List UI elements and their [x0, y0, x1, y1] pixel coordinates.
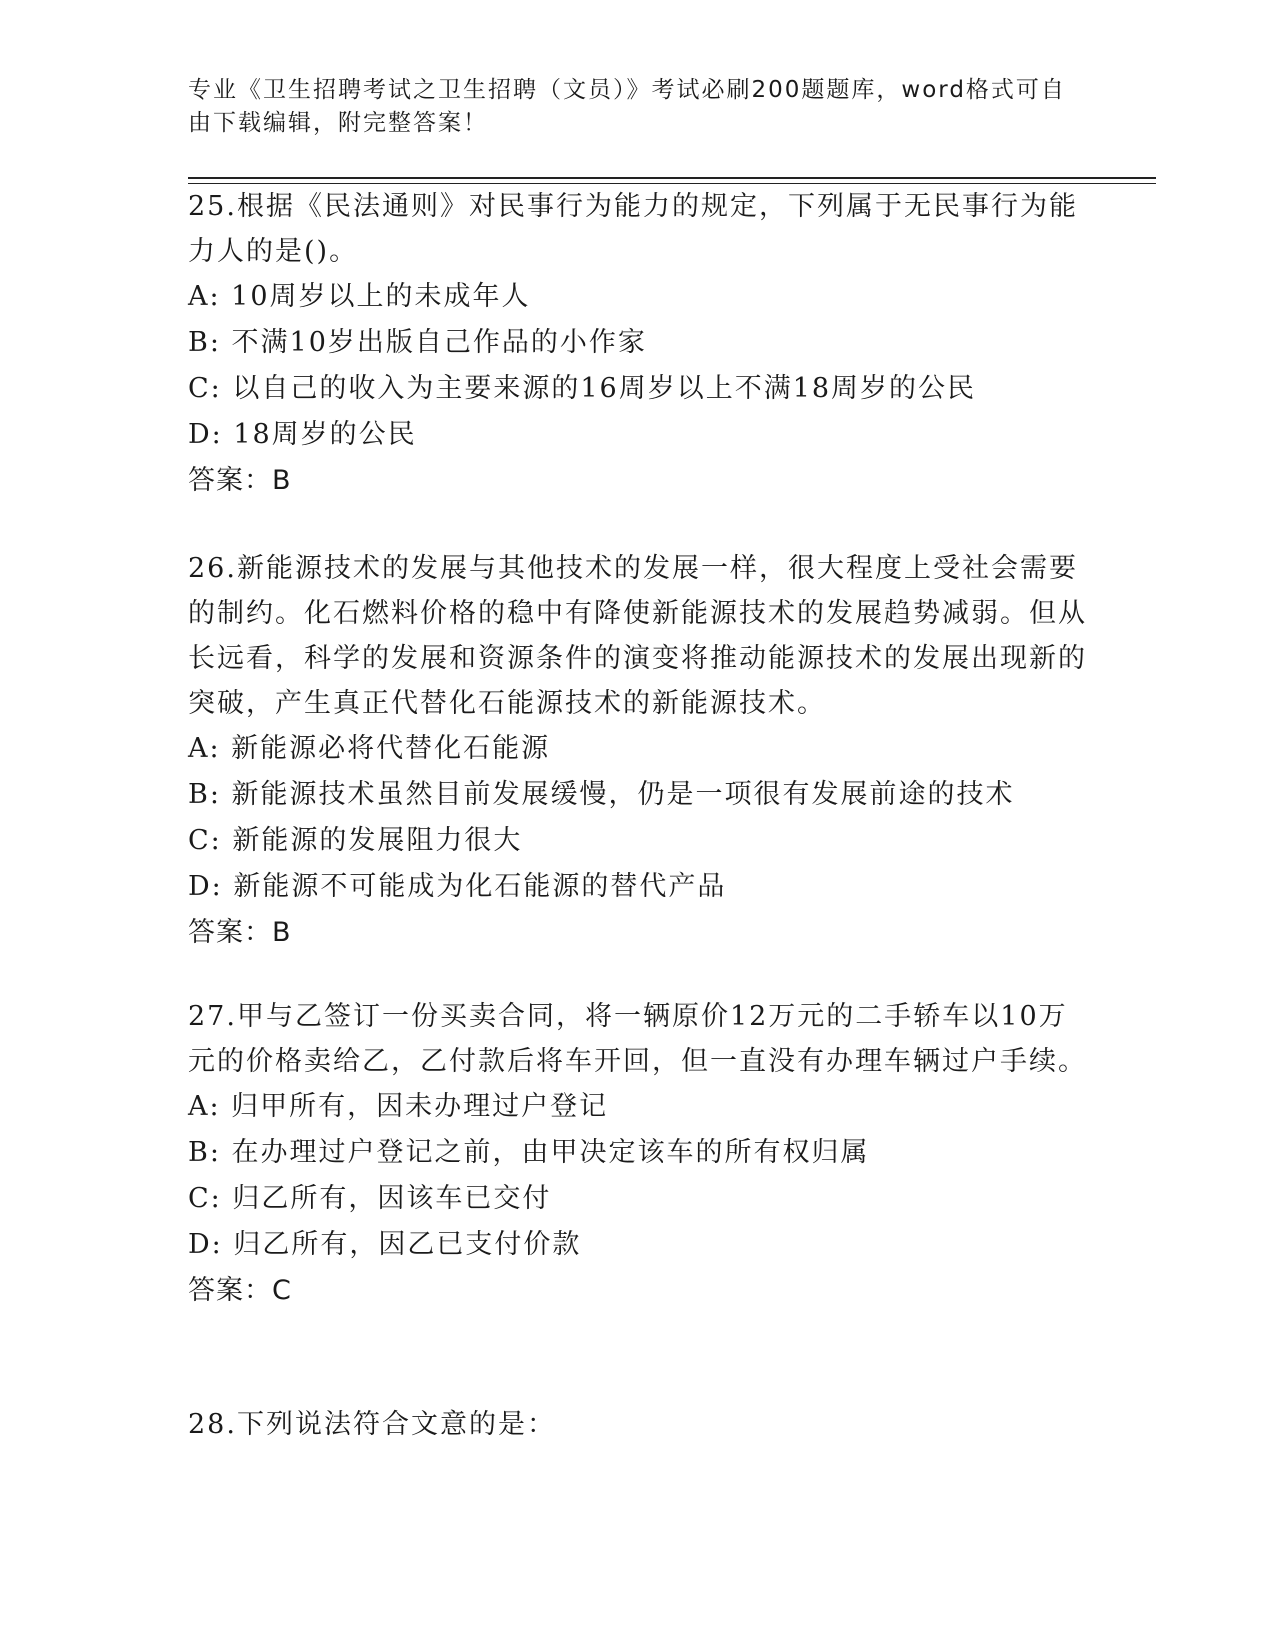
question-stem: 25.根据《民法通则》对民事行为能力的规定，下列属于无民事行为能力人的是()。 — [188, 191, 1078, 267]
option-d: D: 新能源不可能成为化石能源的替代产品 — [188, 871, 727, 902]
option-a: A: 新能源必将代替化石能源 — [188, 733, 551, 764]
option-c: C: 以自己的收入为主要来源的16周岁以上不满18周岁的公民 — [188, 373, 977, 404]
question-27 — [188, 994, 1088, 1314]
option-b: B: 新能源技术虽然目前发展缓慢，仍是一项很有发展前途的技术 — [188, 779, 1015, 810]
option-b: B: 不满10岁出版自己作品的小作家 — [188, 327, 647, 358]
option-c: C: 新能源的发展阻力很大 — [188, 825, 523, 856]
option-d: D: 18周岁的公民 — [188, 419, 417, 450]
page-header — [188, 74, 1068, 140]
answer: 答案：C — [188, 1275, 292, 1306]
answer: 答案：B — [188, 465, 292, 496]
question-28 — [188, 1402, 1088, 1447]
question-26 — [188, 546, 1088, 956]
option-a: A: 10周岁以上的未成年人 — [188, 281, 531, 312]
option-c: C: 归乙所有，因该车已交付 — [188, 1183, 552, 1214]
answer: 答案：B — [188, 917, 292, 948]
option-b: B: 在办理过户登记之前，由甲决定该车的所有权归属 — [188, 1137, 870, 1168]
question-25 — [188, 184, 1088, 504]
header-line-1: 专业《卫生招聘考试之卫生招聘（文员）》考试必刷200题题库，word格式可自 — [188, 77, 1066, 103]
question-stem: 26.新能源技术的发展与其他技术的发展一样，很大程度上受社会需要的制约。化石燃料价格的稳中有降使新能源技术的发展趋势减弱。但从长远看，科学的发展和资源条件的演变将推动能源技术的发展出现新的突破，产生真正代替化石能源技术的新能源技术。 — [188, 553, 1087, 719]
option-a: A: 归甲所有，因未办理过户登记 — [188, 1091, 609, 1122]
question-stem: 27.甲与乙签订一份买卖合同，将一辆原价12万元的二手轿车以10万元的价格卖给乙，乙付款后将车开回，但一直没有办理车辆过户手续。 — [188, 1001, 1087, 1077]
header-line-2: 由下载编辑，附完整答案！ — [188, 110, 488, 136]
header-rule-thick — [188, 177, 1156, 179]
question-stem: 28.下列说法符合文意的是： — [188, 1409, 556, 1440]
option-d: D: 归乙所有，因乙已支付价款 — [188, 1229, 582, 1260]
